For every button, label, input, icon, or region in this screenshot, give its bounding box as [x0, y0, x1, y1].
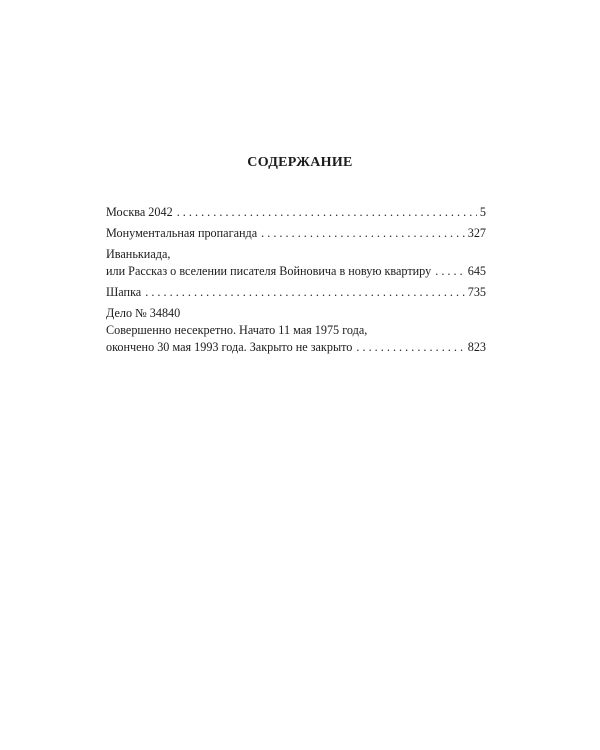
dot-leader: [261, 225, 465, 242]
toc-entry-title-line: Иванькиада,: [106, 247, 171, 261]
toc-entry-line: [106, 339, 486, 356]
toc-entry-subtitle: окончено 30 мая 1993 года. Закрыто не закрыто: [106, 340, 353, 354]
toc-entry-title: Москва 2042: [106, 205, 173, 219]
toc-entry-ivankiada: [106, 246, 486, 280]
toc-entry-subtitle: или Рассказ о вселении писателя Войновича в новую квартиру: [106, 264, 432, 278]
toc-entry-shapka: [106, 284, 486, 301]
toc-entry-delo-34840: [106, 305, 486, 356]
toc-entry-title-line: Дело № 34840: [106, 306, 181, 320]
toc-entry-title: Шапка: [106, 285, 142, 299]
toc-page-number: 823: [467, 340, 486, 354]
toc-entry-title: Монументальная пропаганда: [106, 226, 258, 240]
dot-leader: [177, 204, 477, 221]
dot-leader: [356, 339, 464, 356]
toc-entry-line: [106, 263, 486, 280]
toc-title: СОДЕРЖАНИЕ: [247, 155, 353, 170]
toc-entry-line: [106, 225, 486, 242]
dot-leader: [145, 284, 465, 301]
dot-leader: [435, 263, 465, 280]
toc-entry-moskva-2042: [106, 204, 486, 221]
toc-entry-line: [106, 284, 486, 301]
table-of-contents: [106, 204, 486, 360]
toc-page-number: 327: [467, 226, 486, 240]
toc-page-number: 5: [479, 205, 486, 219]
toc-page-number: 735: [467, 285, 486, 299]
toc-entry-line: [106, 204, 486, 221]
toc-page-number: 645: [467, 264, 486, 278]
toc-entry-subtitle-line: Совершенно несекретно. Начато 11 мая 1975 года,: [106, 323, 368, 337]
toc-entry-monumentalnaya-propaganda: [106, 225, 486, 242]
